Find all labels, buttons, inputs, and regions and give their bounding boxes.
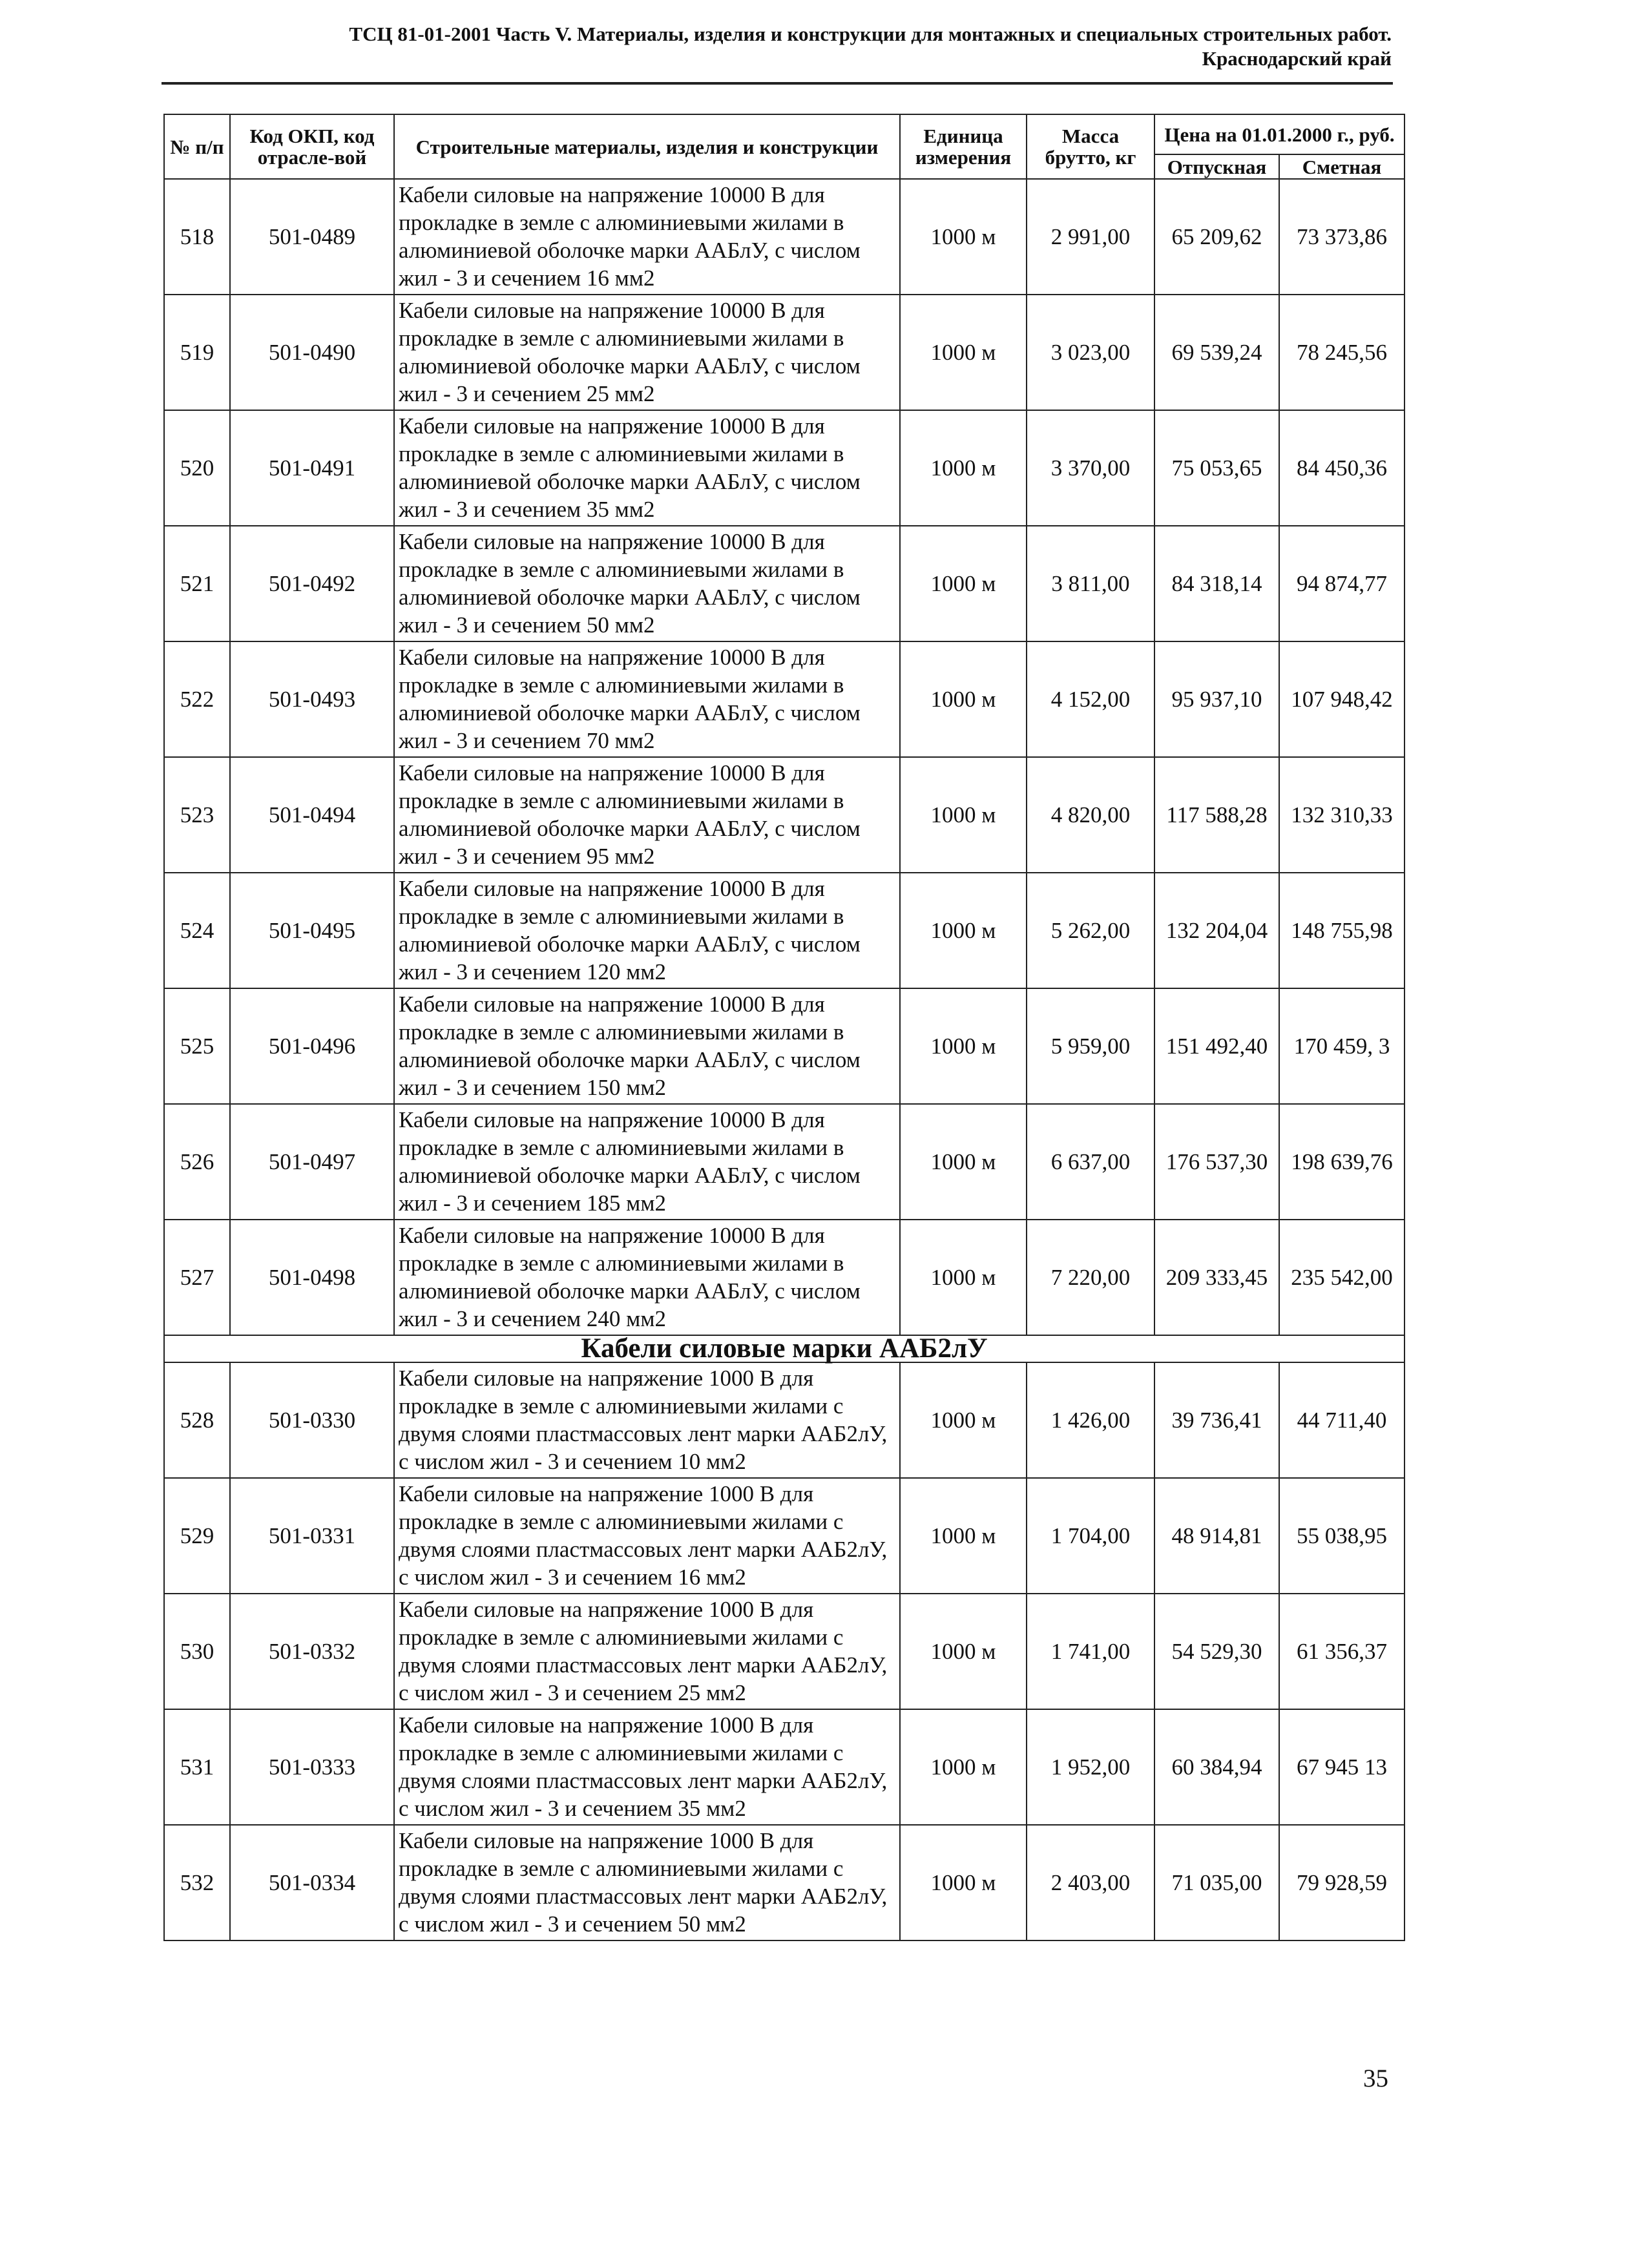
section-row-group <box>164 1335 1405 1362</box>
release-price: 48 914,81 <box>1154 1478 1279 1594</box>
material-description: Кабели силовые на напряжение 1000 В для прокладке в земле с алюминиевыми жилами с двумя слоями пластмассовых лент марки ААБ2лУ, с числом жил - 3 и сечением 25 мм2 <box>394 1594 900 1709</box>
unit-of-measure: 1000 м <box>900 179 1027 295</box>
estimate-price: 94 874,77 <box>1279 526 1405 641</box>
release-price: 65 209,62 <box>1154 179 1279 295</box>
page-number: 35 <box>1363 2065 1388 2092</box>
table-row <box>164 1825 1405 1940</box>
unit-of-measure: 1000 м <box>900 1104 1027 1220</box>
unit-of-measure: 1000 м <box>900 757 1027 873</box>
release-price: 209 333,45 <box>1154 1220 1279 1335</box>
okp-code: 501-0498 <box>230 1220 394 1335</box>
release-price: 132 204,04 <box>1154 873 1279 988</box>
unit-of-measure: 1000 м <box>900 988 1027 1104</box>
table-row <box>164 295 1405 410</box>
table-header <box>164 114 1405 179</box>
estimate-price: 107 948,42 <box>1279 641 1405 757</box>
release-price: 54 529,30 <box>1154 1594 1279 1709</box>
okp-code: 501-0332 <box>230 1594 394 1709</box>
col-mass: Масса брутто, кг <box>1027 114 1154 179</box>
table-row <box>164 1220 1405 1335</box>
gross-mass: 4 820,00 <box>1027 757 1154 873</box>
material-description: Кабели силовые на напряжение 10000 В для прокладке в земле с алюминиевыми жилами в алюминиевой оболочке марки ААБлУ, с числом жил - 3 и сечением 185 мм2 <box>394 1104 900 1220</box>
gross-mass: 3 370,00 <box>1027 410 1154 526</box>
unit-of-measure: 1000 м <box>900 873 1027 988</box>
okp-code: 501-0333 <box>230 1709 394 1825</box>
release-price: 69 539,24 <box>1154 295 1279 410</box>
gross-mass: 5 959,00 <box>1027 988 1154 1104</box>
table-row <box>164 1104 1405 1220</box>
unit-of-measure: 1000 м <box>900 641 1027 757</box>
header-title: ТСЦ 81-01-2001 Часть V. Материалы, изделия и конструкции для монтажных и специальных строительных работ. <box>349 23 1392 45</box>
gross-mass: 1 952,00 <box>1027 1709 1154 1825</box>
material-description: Кабели силовые на напряжение 10000 В для прокладке в земле с алюминиевыми жилами в алюминиевой оболочке марки ААБлУ, с числом жил - 3 и сечением 120 мм2 <box>394 873 900 988</box>
estimate-price: 198 639,76 <box>1279 1104 1405 1220</box>
material-description: Кабели силовые на напряжение 10000 В для прокладке в земле с алюминиевыми жилами в алюминиевой оболочке марки ААБлУ, с числом жил - 3 и сечением 50 мм2 <box>394 526 900 641</box>
gross-mass: 1 704,00 <box>1027 1478 1154 1594</box>
okp-code: 501-0331 <box>230 1478 394 1594</box>
estimate-price: 73 373,86 <box>1279 179 1405 295</box>
release-price: 39 736,41 <box>1154 1362 1279 1478</box>
section-row <box>164 1335 1405 1362</box>
material-description: Кабели силовые на напряжение 10000 В для прокладке в земле с алюминиевыми жилами в алюминиевой оболочке марки ААБлУ, с числом жил - 3 и сечением 95 мм2 <box>394 757 900 873</box>
estimate-price: 84 450,36 <box>1279 410 1405 526</box>
material-description: Кабели силовые на напряжение 10000 В для прокладке в земле с алюминиевыми жилами в алюминиевой оболочке марки ААБлУ, с числом жил - 3 и сечением 150 мм2 <box>394 988 900 1104</box>
row-number: 531 <box>164 1709 230 1825</box>
okp-code: 501-0497 <box>230 1104 394 1220</box>
table-row <box>164 641 1405 757</box>
material-description: Кабели силовые на напряжение 10000 В для прокладке в земле с алюминиевыми жилами в алюминиевой оболочке марки ААБлУ, с числом жил - 3 и сечением 25 мм2 <box>394 295 900 410</box>
okp-code: 501-0489 <box>230 179 394 295</box>
price-table <box>163 114 1405 1941</box>
row-number: 520 <box>164 410 230 526</box>
row-number: 526 <box>164 1104 230 1220</box>
gross-mass: 7 220,00 <box>1027 1220 1154 1335</box>
col-price: Цена на 01.01.2000 г., руб. <box>1154 114 1405 154</box>
col-num: № п/п <box>164 114 230 179</box>
header-divider <box>162 82 1393 85</box>
unit-of-measure: 1000 м <box>900 295 1027 410</box>
row-number: 529 <box>164 1478 230 1594</box>
okp-code: 501-0496 <box>230 988 394 1104</box>
row-number: 521 <box>164 526 230 641</box>
estimate-price: 79 928,59 <box>1279 1825 1405 1940</box>
unit-of-measure: 1000 м <box>900 410 1027 526</box>
table-row <box>164 1478 1405 1594</box>
col-release-price: Отпускная <box>1154 154 1279 179</box>
estimate-price: 61 356,37 <box>1279 1594 1405 1709</box>
okp-code: 501-0330 <box>230 1362 394 1478</box>
release-price: 84 318,14 <box>1154 526 1279 641</box>
gross-mass: 1 426,00 <box>1027 1362 1154 1478</box>
material-description: Кабели силовые на напряжение 1000 В для прокладке в земле с алюминиевыми жилами с двумя слоями пластмассовых лент марки ААБ2лУ, с числом жил - 3 и сечением 35 мм2 <box>394 1709 900 1825</box>
material-description: Кабели силовые на напряжение 1000 В для прокладке в земле с алюминиевыми жилами с двумя слоями пластмассовых лент марки ААБ2лУ, с числом жил - 3 и сечением 16 мм2 <box>394 1478 900 1594</box>
release-price: 71 035,00 <box>1154 1825 1279 1940</box>
material-description: Кабели силовые на напряжение 1000 В для прокладке в земле с алюминиевыми жилами с двумя слоями пластмассовых лент марки ААБ2лУ, с числом жил - 3 и сечением 10 мм2 <box>394 1362 900 1478</box>
gross-mass: 2 991,00 <box>1027 179 1154 295</box>
row-number: 527 <box>164 1220 230 1335</box>
estimate-price: 235 542,00 <box>1279 1220 1405 1335</box>
row-number: 518 <box>164 179 230 295</box>
unit-of-measure: 1000 м <box>900 1594 1027 1709</box>
table-row <box>164 410 1405 526</box>
gross-mass: 4 152,00 <box>1027 641 1154 757</box>
gross-mass: 6 637,00 <box>1027 1104 1154 1220</box>
release-price: 60 384,94 <box>1154 1709 1279 1825</box>
header-region: Краснодарский край <box>1202 47 1392 70</box>
table-row <box>164 526 1405 641</box>
col-material: Строительные материалы, изделия и конструкции <box>394 114 900 179</box>
col-estimate-price: Сметная <box>1279 154 1405 179</box>
row-number: 525 <box>164 988 230 1104</box>
estimate-price: 44 711,40 <box>1279 1362 1405 1478</box>
unit-of-measure: 1000 м <box>900 1825 1027 1940</box>
okp-code: 501-0491 <box>230 410 394 526</box>
okp-code: 501-0495 <box>230 873 394 988</box>
row-number: 522 <box>164 641 230 757</box>
row-number: 530 <box>164 1594 230 1709</box>
section-title: Кабели силовые марки ААБ2лУ <box>164 1335 1405 1362</box>
col-unit: Единица измерения <box>900 114 1027 179</box>
table-row <box>164 1362 1405 1478</box>
row-number: 523 <box>164 757 230 873</box>
okp-code: 501-0494 <box>230 757 394 873</box>
release-price: 176 537,30 <box>1154 1104 1279 1220</box>
col-code: Код ОКП, код отрасле-вой <box>230 114 394 179</box>
page-header <box>349 22 1392 71</box>
okp-code: 501-0490 <box>230 295 394 410</box>
unit-of-measure: 1000 м <box>900 1220 1027 1335</box>
release-price: 151 492,40 <box>1154 988 1279 1104</box>
release-price: 117 588,28 <box>1154 757 1279 873</box>
okp-code: 501-0492 <box>230 526 394 641</box>
okp-code: 501-0493 <box>230 641 394 757</box>
unit-of-measure: 1000 м <box>900 526 1027 641</box>
gross-mass: 2 403,00 <box>1027 1825 1154 1940</box>
material-description: Кабели силовые на напряжение 10000 В для прокладке в земле с алюминиевыми жилами в алюминиевой оболочке марки ААБлУ, с числом жил - 3 и сечением 35 мм2 <box>394 410 900 526</box>
okp-code: 501-0334 <box>230 1825 394 1940</box>
material-description: Кабели силовые на напряжение 1000 В для прокладке в земле с алюминиевыми жилами с двумя слоями пластмассовых лент марки ААБ2лУ, с числом жил - 3 и сечением 50 мм2 <box>394 1825 900 1940</box>
table-row <box>164 1594 1405 1709</box>
row-number: 532 <box>164 1825 230 1940</box>
table-row <box>164 873 1405 988</box>
estimate-price: 148 755,98 <box>1279 873 1405 988</box>
release-price: 75 053,65 <box>1154 410 1279 526</box>
estimate-price: 55 038,95 <box>1279 1478 1405 1594</box>
gross-mass: 1 741,00 <box>1027 1594 1154 1709</box>
row-number: 519 <box>164 295 230 410</box>
table-row <box>164 757 1405 873</box>
row-number: 524 <box>164 873 230 988</box>
material-description: Кабели силовые на напряжение 10000 В для прокладке в земле с алюминиевыми жилами в алюминиевой оболочке марки ААБлУ, с числом жил - 3 и сечением 240 мм2 <box>394 1220 900 1335</box>
row-number: 528 <box>164 1362 230 1478</box>
table-body-aab2lu <box>164 1362 1405 1940</box>
estimate-price: 67 945 13 <box>1279 1709 1405 1825</box>
unit-of-measure: 1000 м <box>900 1362 1027 1478</box>
table-row <box>164 179 1405 295</box>
unit-of-measure: 1000 м <box>900 1709 1027 1825</box>
estimate-price: 78 245,56 <box>1279 295 1405 410</box>
material-description: Кабели силовые на напряжение 10000 В для прокладке в земле с алюминиевыми жилами в алюминиевой оболочке марки ААБлУ, с числом жил - 3 и сечением 16 мм2 <box>394 179 900 295</box>
estimate-price: 132 310,33 <box>1279 757 1405 873</box>
release-price: 95 937,10 <box>1154 641 1279 757</box>
table-row <box>164 988 1405 1104</box>
gross-mass: 3 023,00 <box>1027 295 1154 410</box>
gross-mass: 5 262,00 <box>1027 873 1154 988</box>
gross-mass: 3 811,00 <box>1027 526 1154 641</box>
table-row <box>164 1709 1405 1825</box>
table-body-aablu <box>164 179 1405 1335</box>
unit-of-measure: 1000 м <box>900 1478 1027 1594</box>
material-description: Кабели силовые на напряжение 10000 В для прокладке в земле с алюминиевыми жилами в алюминиевой оболочке марки ААБлУ, с числом жил - 3 и сечением 70 мм2 <box>394 641 900 757</box>
estimate-price: 170 459, 3 <box>1279 988 1405 1104</box>
